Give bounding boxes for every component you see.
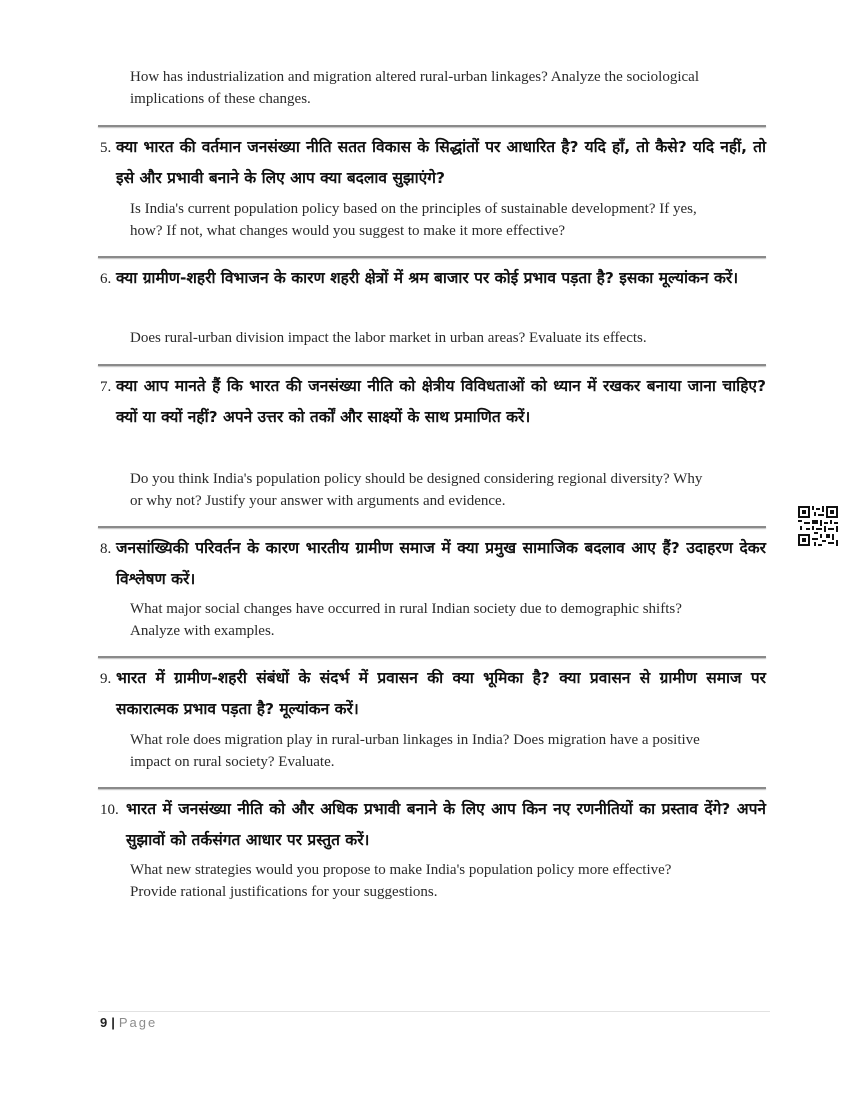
- question-number-7: 7.: [100, 379, 112, 395]
- divider: [98, 256, 766, 258]
- divider: [98, 364, 766, 366]
- top-english-text: How has industrialization and migration altered rural-urban linkages? Analyze the sociological implications of these changes.: [130, 69, 699, 107]
- question-10-english: What new strategies would you propose to make India's population policy more effective? Provide rational justifications for your suggestions.: [130, 862, 672, 900]
- divider: [98, 656, 766, 658]
- divider: [98, 125, 766, 127]
- question-number-9: 9.: [100, 671, 112, 687]
- question-7-hindi: क्या आप मानते हैं कि भारत की जनसंख्या नीति को क्षेत्रीय विविधताओं को ध्यान में रखकर बनाया जाना चाहिए? क्यों या क्यों नहीं? अपने उत्तर को तर्कों और साक्ष्यों के साथ प्रमाणित करें।: [116, 377, 766, 426]
- page-footer: [100, 1015, 157, 1030]
- question-number-5: 5.: [100, 140, 112, 156]
- footer-separator: |: [111, 1015, 115, 1030]
- question-9-hindi: भारत में ग्रामीण-शहरी संबंधों के संदर्भ में प्रवासन की क्या भूमिका है? क्या प्रवासन से ग्रामीण समाज पर सकारात्मक प्रभाव पड़ता है? मूल्यांकन करें।: [116, 669, 766, 718]
- page-number: 9: [100, 1015, 108, 1030]
- qr-code-icon[interactable]: [798, 506, 838, 546]
- divider: [98, 526, 766, 528]
- question-6-hindi: क्या ग्रामीण-शहरी विभाजन के कारण शहरी क्षेत्रों में श्रम बाजार पर कोई प्रभाव पड़ता है? इसका मूल्यांकन करें।: [116, 269, 739, 287]
- question-number-10: 10.: [100, 802, 119, 818]
- question-9-english: What role does migration play in rural-urban linkages in India? Does migration have a positive impact on rural society? Evaluate.: [130, 732, 700, 770]
- question-5-hindi: क्या भारत की वर्तमान जनसंख्या नीति सतत विकास के सिद्धांतों पर आधारित है? यदि हाँ, तो कैसे? यदि नहीं, तो इसे और प्रभावी बनाने के लिए आप क्या बदलाव सुझाएंगे?: [116, 138, 766, 187]
- question-6-english: Does rural-urban division impact the labor market in urban areas? Evaluate its effects.: [130, 330, 647, 346]
- question-8-english: What major social changes have occurred in rural Indian society due to demographic shifts? Analyze with examples.: [130, 601, 682, 639]
- question-5-english: Is India's current population policy based on the principles of sustainable development? If yes, how? If not, what changes would you suggest to make it more effective?: [130, 201, 697, 239]
- question-7-english: Do you think India's population policy should be designed considering regional diversity? Why or why not? Justify your answer with arguments and evidence.: [130, 471, 703, 509]
- question-number-6: 6.: [100, 271, 112, 287]
- divider: [98, 787, 766, 789]
- question-number-8: 8.: [100, 541, 112, 557]
- question-8-hindi: जनसांख्यिकी परिवर्तन के कारण भारतीय ग्रामीण समाज में क्या प्रमुख सामाजिक बदलाव आए हैं? उदाहरण देकर विश्लेषण करें।: [116, 539, 766, 588]
- page-label: Page: [118, 1015, 158, 1030]
- footer-divider: [98, 1011, 770, 1012]
- question-10-hindi: भारत में जनसंख्या नीति को और अधिक प्रभावी बनाने के लिए आप किन नए रणनीतियों का प्रस्ताव देंगे? अपने सुझावों को तर्कसंगत आधार पर प्रस्तुत करें।: [126, 800, 766, 849]
